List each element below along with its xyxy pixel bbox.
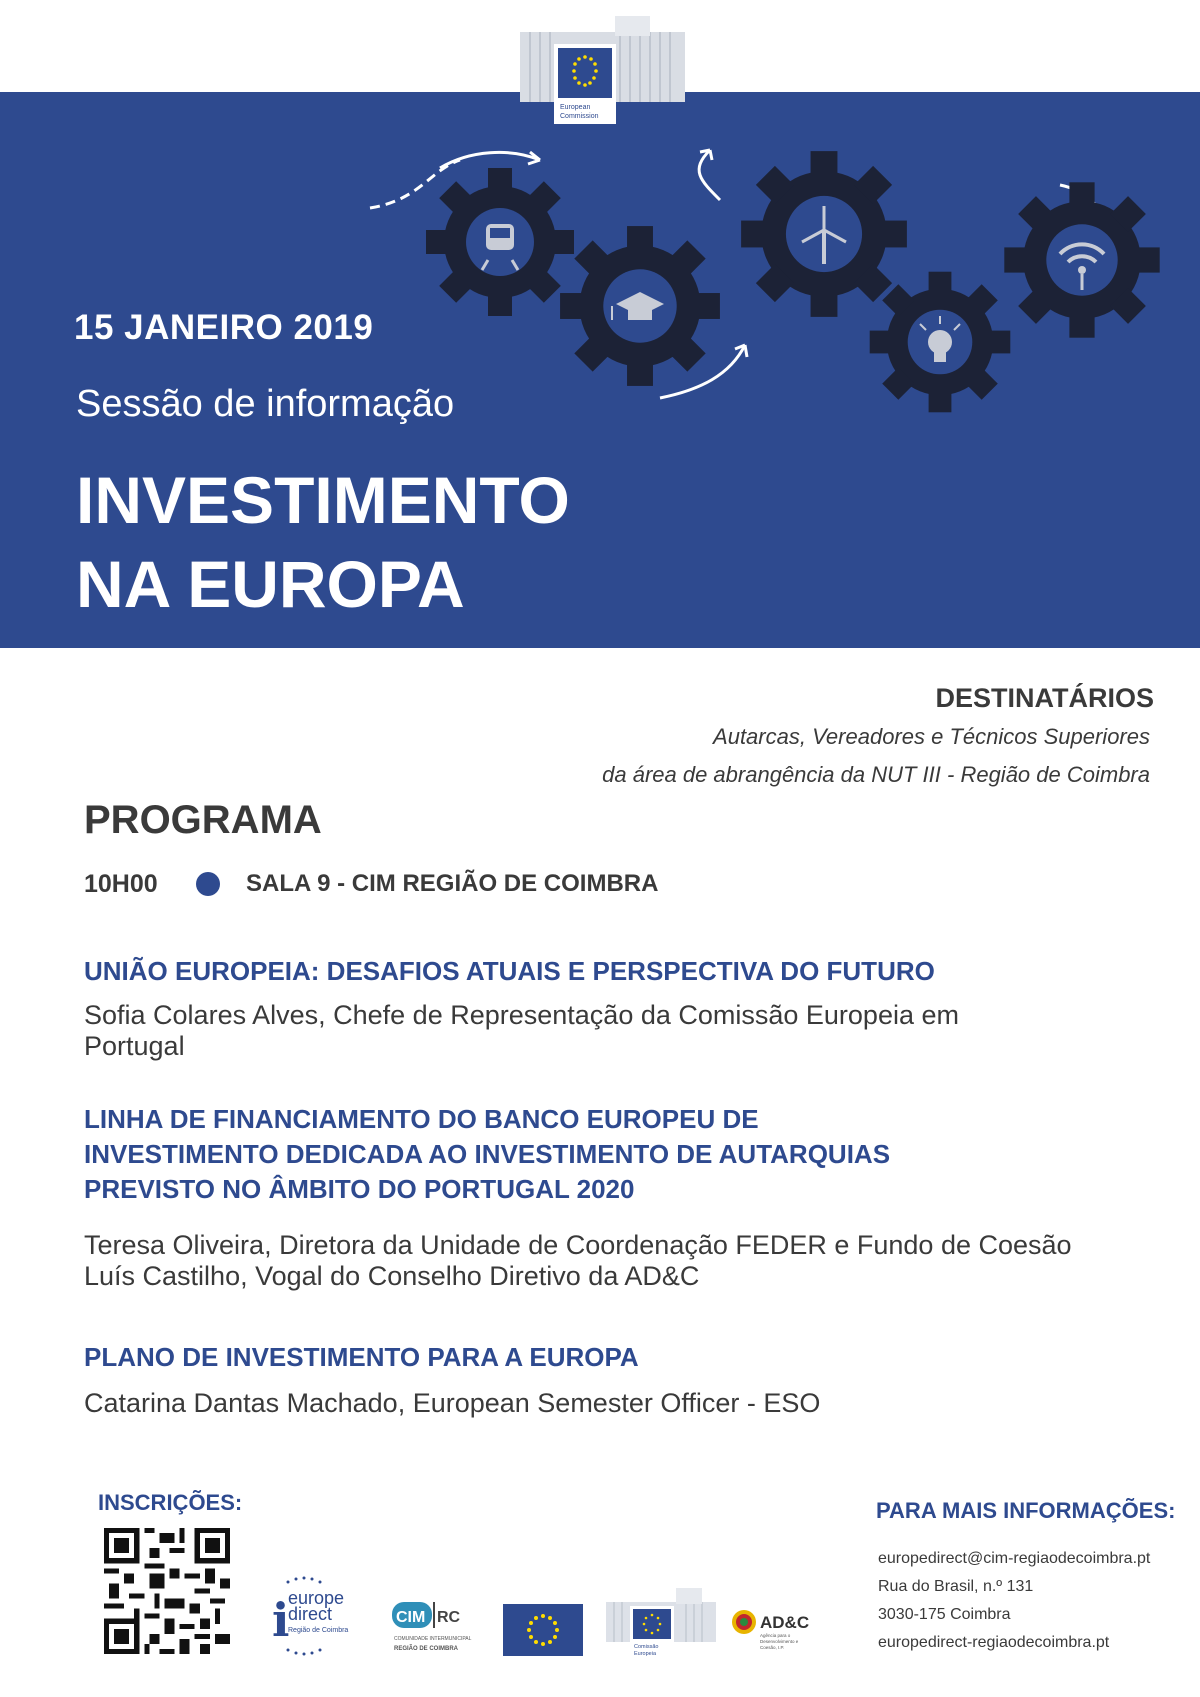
speaker-role: , Chefe de Representação da Comissão Europeia em Portugal xyxy=(84,1000,959,1061)
speaker-name: Luís Castilho xyxy=(84,1261,241,1291)
program-venue: SALA 9 - CIM REGIÃO DE COIMBRA xyxy=(246,870,659,897)
speaker-entry xyxy=(84,1230,1144,1261)
program-time: 10H00 xyxy=(84,870,158,898)
speaker-entry xyxy=(84,1000,1044,1062)
program-title: PROGRAMA xyxy=(84,798,322,842)
speaker-entry xyxy=(84,1388,1144,1419)
adc-logo-text: Desenvolvimento e xyxy=(760,1639,799,1644)
event-date: 15 JANEIRO 2019 xyxy=(74,308,374,347)
section-title-line: PREVISTO NO ÂMBITO DO PORTUGAL 2020 xyxy=(84,1174,635,1204)
registration-qr-code[interactable] xyxy=(104,1528,230,1654)
speaker-name: Teresa Oliveira xyxy=(84,1230,265,1260)
event-title xyxy=(76,458,570,626)
cim-logo-text: RC xyxy=(437,1609,461,1626)
contact-email[interactable]: europedirect@cim-regiaodecoimbra.pt xyxy=(878,1550,1151,1567)
europe-direct-text: europe xyxy=(288,1588,345,1608)
speaker-role: , Diretora da Unidade de Coordenação FEDER e Fundo de Coesão xyxy=(264,1230,1072,1260)
cim-logo-text: CIM xyxy=(396,1609,426,1626)
speaker-entry xyxy=(84,1261,1144,1292)
speaker-role: , Vogal do Conselho Diretivo da AD&C xyxy=(240,1261,700,1291)
speaker-name: Catarina Dantas Machado xyxy=(84,1388,398,1418)
european-commission-logo xyxy=(520,14,685,126)
svg-text:Commission: Commission xyxy=(560,113,599,120)
session-subtitle: Sessão de informação xyxy=(76,383,455,425)
svg-text:i: i xyxy=(272,1593,290,1647)
adc-logo-text: AD&C xyxy=(760,1613,810,1632)
cim-logo-text: REGIÃO DE COIMBRA xyxy=(394,1646,459,1652)
cim-logo-text: COMUNIDADE INTERMUNICIPAL xyxy=(394,1636,472,1642)
audience-title: DESTINATÁRIOS xyxy=(935,683,1154,713)
gears-illustration xyxy=(340,130,1200,420)
section-title xyxy=(84,954,1134,989)
speaker-role: , European Semester Officer - ESO xyxy=(397,1388,821,1418)
event-title-line: INVESTIMENTO xyxy=(76,463,570,537)
comissao-logo-text: Europeia xyxy=(634,1651,657,1657)
audience-line: da área de abrangência da NUT III - Região de Coimbra xyxy=(602,762,1150,787)
cim-regiao-coimbra-logo xyxy=(390,1598,474,1656)
section-title-line: UNIÃO EUROPEIA: DESAFIOS ATUAIS E PERSPECTIVA DO FUTURO xyxy=(84,956,935,986)
bullet-dot xyxy=(196,872,220,896)
eu-flag xyxy=(503,1604,583,1656)
section-title-line: LINHA DE FINANCIAMENTO DO BANCO EUROPEU DE xyxy=(84,1104,759,1134)
comissao-logo-text: Comissão xyxy=(634,1644,659,1650)
speaker-name: Sofia Colares Alves xyxy=(84,1000,319,1030)
section-title-line: PLANO DE INVESTIMENTO PARA A EUROPA xyxy=(84,1342,639,1372)
event-title-line: NA EUROPA xyxy=(76,547,465,621)
contact-address: Rua do Brasil, n.º 131 xyxy=(878,1578,1034,1595)
registration-label: INSCRIÇÕES: xyxy=(98,1490,243,1515)
europe-direct-logo xyxy=(270,1576,370,1656)
svg-text:European: European xyxy=(560,104,591,111)
comissao-europeia-logo xyxy=(606,1588,716,1660)
section-title xyxy=(84,1102,1134,1207)
europe-direct-text: direct xyxy=(288,1604,333,1624)
adc-logo-text: Agência para o xyxy=(760,1633,791,1638)
section-title-line: INVESTIMENTO DEDICADA AO INVESTIMENTO DE AUTARQUIAS xyxy=(84,1139,891,1169)
contact-postal-code: 3030-175 Coimbra xyxy=(878,1606,1011,1623)
contact-website[interactable]: europedirect-regiaodecoimbra.pt xyxy=(878,1634,1110,1651)
section-title xyxy=(84,1340,1134,1375)
audience-line: Autarcas, Vereadores e Técnicos Superiores xyxy=(713,724,1150,749)
adc-logo xyxy=(730,1604,820,1656)
adc-logo-text: Coesão, I.P. xyxy=(760,1645,785,1650)
europe-direct-text: Região de Coimbra xyxy=(288,1627,349,1634)
more-info-label: PARA MAIS INFORMAÇÕES: xyxy=(876,1498,1176,1523)
